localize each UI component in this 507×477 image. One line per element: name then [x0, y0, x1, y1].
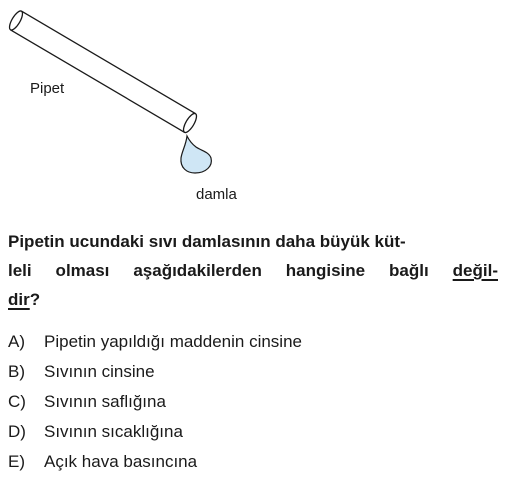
pipette-label: Pipet [30, 80, 65, 97]
option-letter: C) [8, 392, 26, 411]
pipette-illustration [0, 0, 507, 215]
option-text: Sıvının sıcaklığına [44, 422, 183, 441]
question-line-2-start: leli olması aşağıdakilerden hangisine bağlı [8, 261, 453, 280]
option-b[interactable] [8, 357, 302, 387]
option-letter: B) [8, 362, 25, 381]
question-negation-part-1: değil- [452, 261, 498, 280]
question-text [8, 227, 498, 314]
question-negation-part-2: dir [8, 290, 30, 309]
question-line-1: Pipetin ucundaki sıvı damlasının daha büyük küt- [8, 232, 406, 251]
option-text: Sıvının saflığına [44, 392, 166, 411]
option-text: Sıvının cinsine [44, 362, 155, 381]
option-c[interactable] [8, 387, 302, 417]
pipette-tube [7, 9, 199, 134]
option-text: Pipetin yapıldığı maddenin cinsine [44, 332, 302, 351]
pipette-figure [0, 0, 507, 215]
option-d[interactable] [8, 417, 302, 447]
option-e[interactable] [8, 447, 302, 477]
option-letter: D) [8, 422, 26, 441]
option-letter: A) [8, 332, 25, 351]
option-a[interactable] [8, 327, 302, 357]
option-text: Açık hava basıncına [44, 452, 198, 471]
question-line-3 [8, 285, 498, 314]
answer-options [8, 327, 302, 477]
drop-label: damla [196, 186, 237, 203]
question-line-2 [8, 256, 498, 285]
water-drop [181, 136, 211, 173]
option-letter: E) [8, 452, 25, 471]
question-mark: ? [29, 290, 41, 309]
